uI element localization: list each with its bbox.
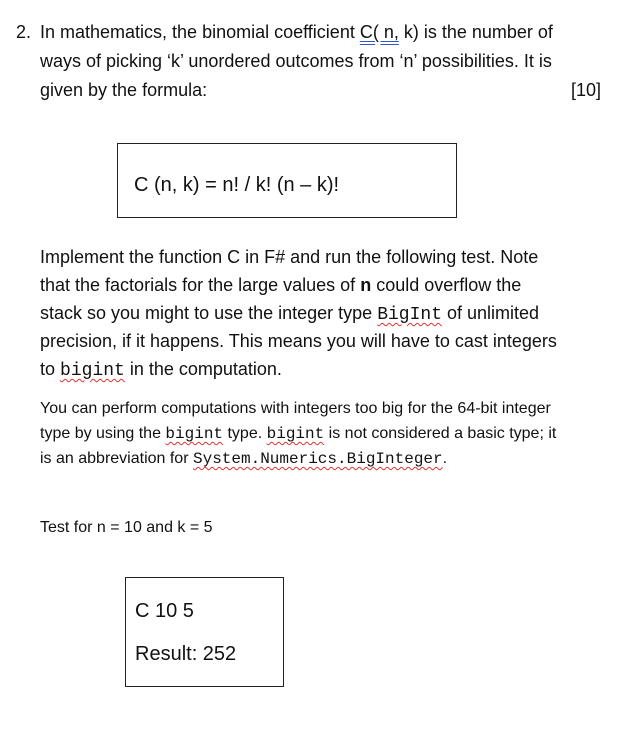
p2-line-1: Implement the function C in F# and run the following test. Note bbox=[40, 247, 539, 267]
p3-line-2-c: is not considered a basic type; it bbox=[324, 425, 557, 442]
formula-text: C (n, k) = n! / k! (n – k)! bbox=[134, 174, 340, 196]
p2-line-5-a: to bbox=[40, 359, 61, 379]
question-number: 2. bbox=[16, 22, 32, 42]
p3-line-2-a: type by using the bbox=[40, 425, 166, 442]
p3-line-2 bbox=[40, 421, 556, 447]
code-bigint-2: bigint bbox=[266, 425, 325, 443]
p2-line-2 bbox=[40, 271, 521, 300]
p2-line-5 bbox=[40, 355, 282, 386]
p2-line-3-a: stack so you might to use the integer type bbox=[40, 303, 378, 323]
result-call: C 10 5 bbox=[135, 600, 194, 622]
question-line-3: given by the formula: bbox=[40, 80, 208, 100]
marks-label: [10] bbox=[570, 80, 601, 100]
question-line-1 bbox=[40, 18, 553, 47]
p3-line-3 bbox=[40, 446, 447, 472]
p2-line-3-b: of unlimited bbox=[442, 303, 540, 323]
p2-line-3 bbox=[40, 299, 539, 330]
p3-line-2-b: type. bbox=[223, 425, 267, 442]
question-line-2: ways of picking ‘k’ unordered outcomes from ‘n’ possibilities. It is bbox=[40, 51, 552, 71]
p2-line-4: precision, if it happens. This means you will have to cast integers bbox=[40, 331, 557, 351]
question-line-1-a: In mathematics, the binomial coefficient bbox=[40, 22, 360, 42]
test-label: Test for n = 10 and k = 5 bbox=[40, 519, 213, 536]
p3-line-3-a: is an abbreviation for bbox=[40, 450, 193, 467]
p3-line-3-b: . bbox=[442, 450, 448, 467]
code-bigint-type: BigInt bbox=[377, 305, 442, 325]
p2-line-2-b: could overflow the bbox=[371, 275, 522, 295]
code-bigint-1: bigint bbox=[165, 425, 224, 443]
code-bigint: bigint bbox=[60, 361, 125, 381]
bold-n: n bbox=[360, 275, 372, 295]
code-system-numerics: System.Numerics.BigInteger bbox=[192, 450, 443, 468]
p3-line-1: You can perform computations with integers too big for the 64-bit integer bbox=[40, 400, 551, 417]
binomial-term: C( n, bbox=[359, 22, 399, 42]
result-output: Result: 252 bbox=[135, 643, 237, 665]
p2-line-2-a: that the factorials for the large values of bbox=[40, 275, 361, 295]
result-box bbox=[125, 577, 284, 687]
question-line-1-b: k) is the number of bbox=[398, 22, 553, 42]
p2-line-5-b: in the computation. bbox=[124, 359, 282, 379]
